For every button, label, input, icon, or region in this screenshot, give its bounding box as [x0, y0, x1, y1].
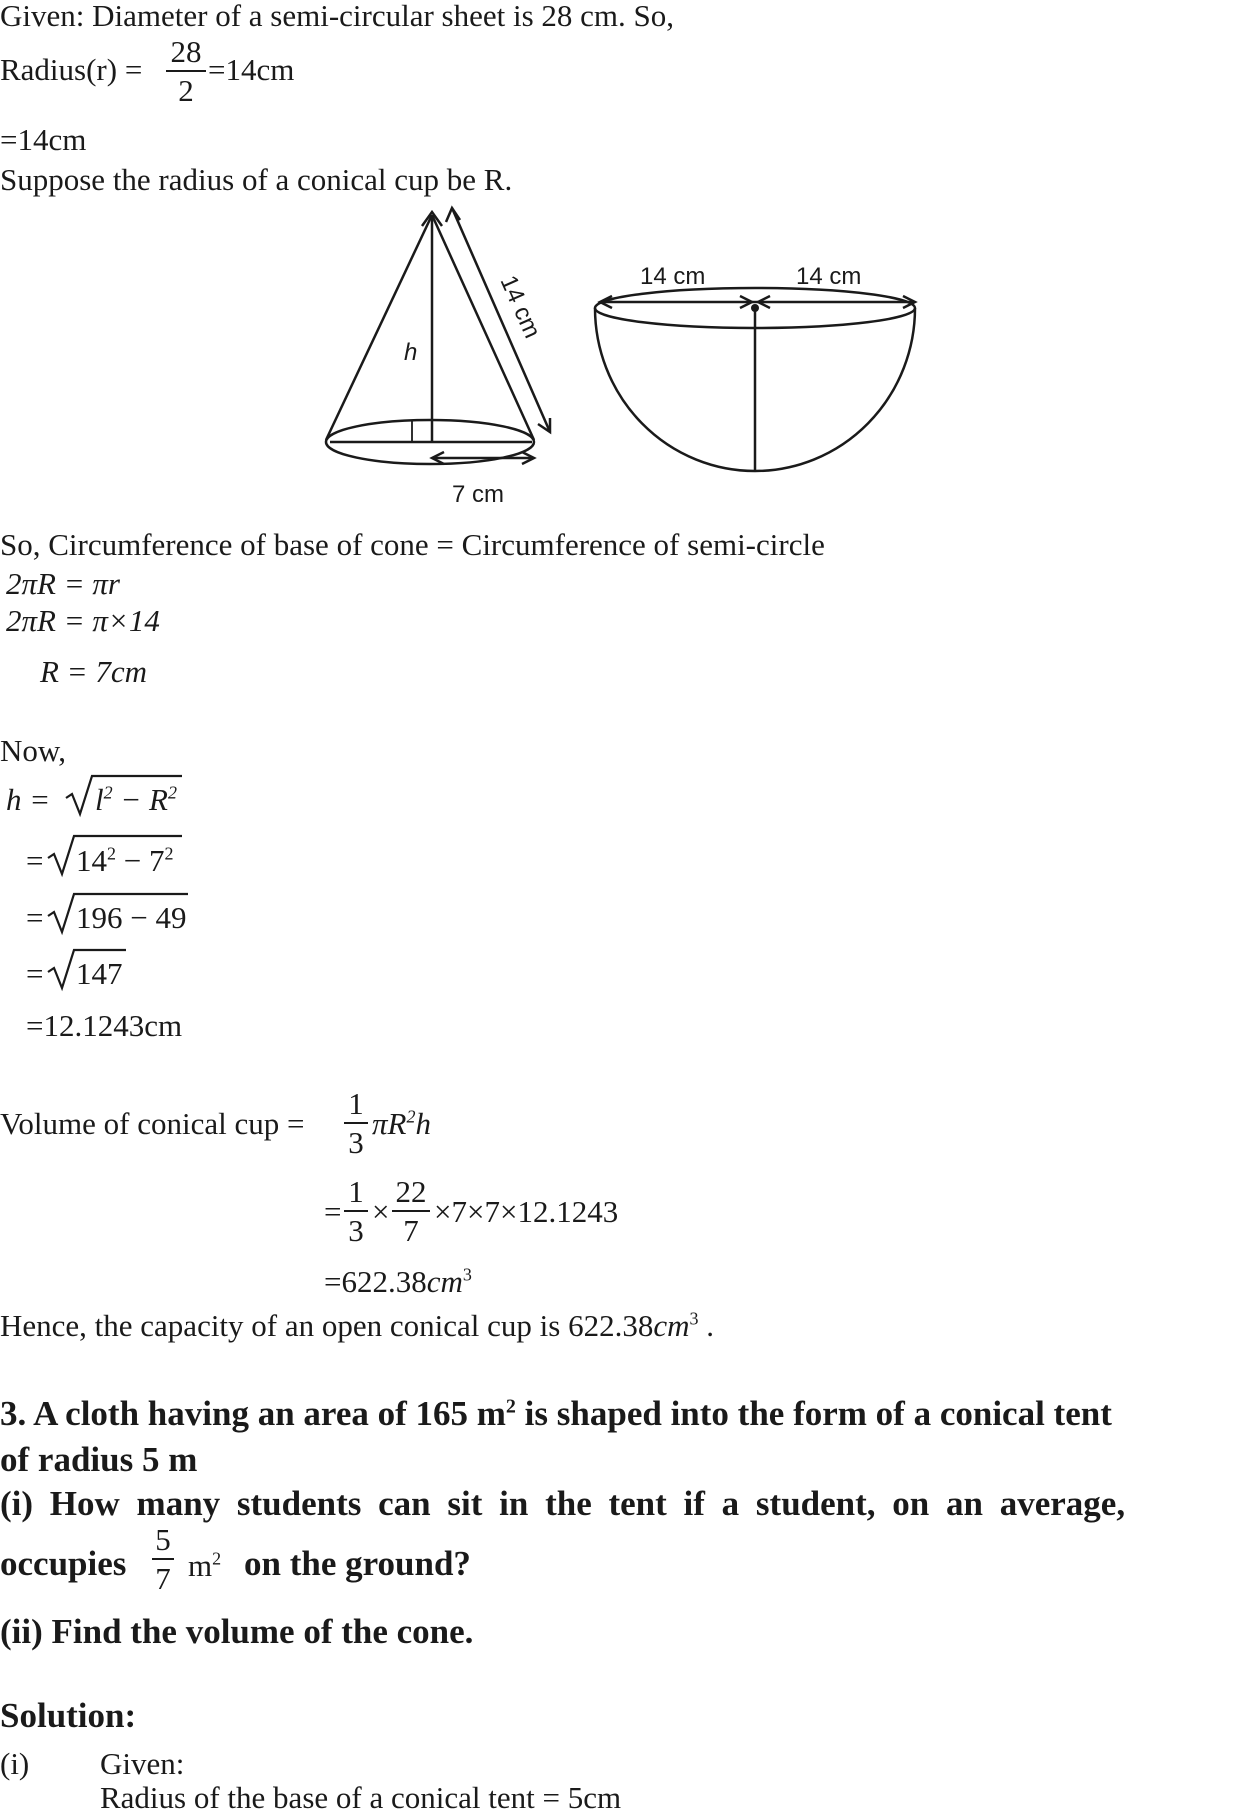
h-row4-eq: = — [26, 956, 44, 991]
now-label: Now, — [0, 733, 67, 768]
cone-left-edge — [326, 215, 432, 440]
h-result: =12.1243cm — [26, 1008, 183, 1043]
hence-end: . — [706, 1308, 714, 1343]
radius-arrow-head-left — [432, 452, 444, 464]
fraction-denominator: 3 — [348, 1213, 364, 1248]
bowl-arrow-left — [600, 296, 612, 308]
slant-arrow-line — [452, 208, 550, 432]
semicircle-left-label: 14 cm — [640, 263, 706, 290]
fraction-numerator: 22 — [395, 1174, 427, 1209]
q3-line3: (i) How many students can sit in the tent if a student, on an average, — [0, 1484, 1126, 1523]
suppose-line: Suppose the radius of a conical cup be R. — [0, 162, 513, 197]
cone-radius-label: 7 cm — [452, 481, 505, 508]
h-row2-eq: = — [26, 843, 44, 878]
sup-two: 2 — [212, 1548, 222, 1569]
fraction-denominator: 7 — [403, 1213, 419, 1248]
hence-line — [0, 1310, 714, 1341]
bowl-rim-ellipse — [595, 288, 915, 328]
h-root2 — [76, 845, 173, 876]
radius-result: =14cm — [208, 52, 295, 87]
sup-two: 2 — [406, 1106, 416, 1127]
equation-1: 2πR = πr — [6, 566, 120, 601]
fraction-numerator: 28 — [170, 34, 202, 69]
slant-arrow-head-top — [446, 208, 460, 222]
volume-expr-1-h: h — [415, 1106, 431, 1141]
cone-base-ellipse — [326, 420, 534, 464]
volume-line3-unit: cm — [426, 1264, 463, 1299]
volume-line2-eq: = — [324, 1194, 342, 1229]
hence-text: Hence, the capacity of an open conical cup is — [0, 1308, 561, 1343]
bowl-arc — [595, 308, 915, 471]
q3-fraction — [152, 1524, 174, 1594]
h-root4: 147 — [76, 956, 123, 991]
solution-i-label: (i) — [0, 1746, 30, 1781]
volume-fraction-3 — [392, 1176, 430, 1246]
sup-three: 3 — [689, 1308, 699, 1329]
volume-expr-1 — [372, 1108, 431, 1139]
fraction-denominator: 7 — [155, 1561, 171, 1596]
cone-height-label: h — [404, 339, 418, 366]
q3-line1 — [0, 1396, 1112, 1431]
hence-value: 622.38 — [568, 1308, 654, 1343]
volume-line2-rest: ×7×7×12.1243 — [434, 1194, 619, 1229]
fraction-denominator: 2 — [178, 73, 194, 108]
equation-2: 2πR = π×14 — [6, 603, 160, 638]
cone-right-edge — [432, 215, 534, 440]
radius-eq2: =14cm — [0, 122, 87, 157]
h-root1-mid: − R — [112, 782, 168, 817]
circumference-line: So, Circumference of base of cone = Circumference of semi-circle — [0, 527, 825, 562]
h-row3-eq: = — [26, 900, 44, 935]
sup-two: 2 — [103, 782, 113, 803]
h-root1 — [95, 784, 177, 815]
cone-slant-label: 14 cm — [494, 271, 546, 343]
solution-given: Given: — [100, 1746, 185, 1781]
sup-two: 2 — [167, 782, 177, 803]
h-root3: 196 − 49 — [76, 900, 187, 935]
volume-times: × — [372, 1194, 390, 1229]
solution-title: Solution: — [0, 1696, 137, 1735]
q3-line4c: on the ground? — [244, 1544, 471, 1583]
given-line: Given: Diameter of a semi-circular sheet is 28 cm. So, — [0, 0, 675, 33]
equation-3: R = 7cm — [40, 654, 148, 689]
h-root2-a: 14 — [76, 843, 107, 878]
q3-line4a: occupies — [0, 1544, 127, 1583]
q3-line1a: 3. A cloth having an area of 165 m — [0, 1394, 506, 1433]
q3-unit-m: m — [188, 1548, 213, 1583]
bowl-arrow-mid-left — [740, 296, 752, 308]
bowl-arrow-mid-right — [758, 296, 770, 308]
q3-line1b: is shaped into the form of a conical tent — [515, 1394, 1112, 1433]
sup-two: 2 — [164, 843, 174, 864]
semicircle-right-label: 14 cm — [796, 263, 862, 290]
fraction-denominator: 3 — [348, 1125, 364, 1160]
volume-expr-1-base: πR — [372, 1106, 407, 1141]
sup-two: 2 — [505, 1395, 516, 1418]
h-lhs: h = — [6, 782, 51, 817]
fraction-numerator: 5 — [155, 1522, 171, 1557]
solution-radius-line: Radius of the base of a conical tent = 5cm — [100, 1780, 622, 1815]
volume-fraction-1 — [344, 1088, 368, 1158]
q3-line2: of radius 5 m — [0, 1440, 198, 1479]
sup-three: 3 — [462, 1264, 472, 1285]
hence-unit: cm — [653, 1308, 690, 1343]
slant-arrow-head-bottom — [538, 418, 550, 432]
height-arrow-head — [422, 212, 442, 226]
fraction-numerator: 1 — [348, 1086, 364, 1121]
q3-unit — [188, 1550, 221, 1581]
volume-label: Volume of conical cup = — [0, 1106, 305, 1141]
radius-label: Radius(r) = — [0, 52, 143, 87]
volume-fraction-2 — [344, 1176, 368, 1246]
volume-line3 — [324, 1266, 472, 1297]
h-root1-l: l — [95, 782, 104, 817]
volume-line3-value: =622.38 — [324, 1264, 427, 1299]
radius-fraction — [166, 36, 206, 106]
q3-line5: (ii) Find the volume of the cone. — [0, 1612, 474, 1651]
radius-arrow-head-right — [522, 452, 534, 464]
sup-two: 2 — [107, 843, 116, 864]
bowl-arrow-right — [903, 296, 915, 308]
h-root2-b: − 7 — [116, 843, 165, 878]
fraction-numerator: 1 — [348, 1174, 364, 1209]
